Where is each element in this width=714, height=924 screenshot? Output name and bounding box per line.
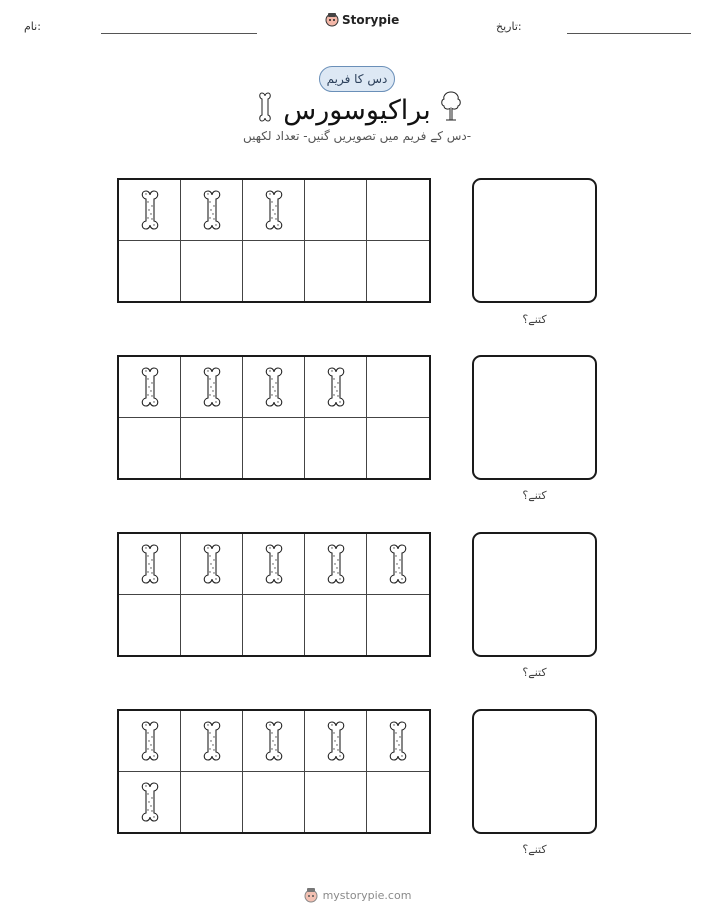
frame-cell: [119, 772, 181, 833]
frame-cell: [181, 711, 243, 772]
frame-cell: [243, 534, 305, 595]
answer-box[interactable]: [472, 532, 597, 657]
bone-icon: [264, 188, 284, 232]
frame-cell: [181, 772, 243, 833]
frame-cell: [181, 357, 243, 418]
footer: [0, 886, 714, 904]
bone-icon: [202, 542, 222, 586]
footer-url: mystorypie.com: [322, 888, 412, 902]
ten-frame: [117, 532, 431, 657]
bone-icon: [140, 542, 160, 586]
bone-icon: [140, 780, 160, 824]
frame-cell: [243, 180, 305, 241]
frame-cell: [119, 418, 181, 479]
frame-cell: [181, 418, 243, 479]
frame-cell: [367, 241, 429, 302]
frame-cell: [181, 534, 243, 595]
brand-name: Storypie: [342, 13, 400, 27]
frame-cell: [243, 711, 305, 772]
bone-icon: [140, 188, 160, 232]
how-many-label: کتنے؟: [522, 313, 547, 326]
bone-icon: [264, 542, 284, 586]
how-many-label: کتنے؟: [522, 489, 547, 502]
date-line: [567, 33, 691, 34]
name-line: [101, 33, 257, 34]
answer-box[interactable]: [472, 709, 597, 834]
frame-cell: [119, 534, 181, 595]
bone-icon: [264, 365, 284, 409]
frame-cell: [305, 772, 367, 833]
frame-cell: [305, 357, 367, 418]
date-label: تاریخ:: [496, 20, 522, 33]
frame-cell: [119, 241, 181, 302]
frame-cell: [119, 357, 181, 418]
frame-cell: [367, 772, 429, 833]
bone-icon: [140, 719, 160, 763]
bone-icon: [264, 719, 284, 763]
bone-icon: [202, 188, 222, 232]
frame-cell: [305, 711, 367, 772]
frame-cell: [181, 595, 243, 656]
frame-cell: [305, 241, 367, 302]
bone-icon: [140, 365, 160, 409]
answer-box[interactable]: [472, 355, 597, 480]
frame-cell: [305, 418, 367, 479]
ten-frame-badge: دس کا فریم: [319, 66, 395, 92]
frame-cell: [367, 418, 429, 479]
bone-icon: [202, 365, 222, 409]
ten-frame: [117, 355, 431, 480]
frame-cell: [243, 357, 305, 418]
frame-cell: [367, 711, 429, 772]
brand-logo: [325, 12, 399, 28]
bone-icon: [326, 719, 346, 763]
frame-cell: [181, 241, 243, 302]
page-title: براکیوسورس: [283, 95, 431, 126]
frame-cell: [305, 595, 367, 656]
frame-cell: [367, 595, 429, 656]
frame-cell: [243, 418, 305, 479]
instructions: دس کے فریم میں تصویریں گنیں- تعداد لکھیں-: [242, 129, 472, 143]
frame-cell: [367, 357, 429, 418]
frame-cell: [119, 595, 181, 656]
frame-cell: [243, 772, 305, 833]
bone-icon: [388, 542, 408, 586]
frame-cell: [305, 534, 367, 595]
bone-icon: [388, 719, 408, 763]
tree-icon: [440, 90, 462, 122]
bone-icon: [202, 719, 222, 763]
storypie-mascot-icon: [325, 12, 339, 28]
ten-frame: [117, 178, 431, 303]
frame-cell: [119, 711, 181, 772]
name-label: نام:: [24, 20, 41, 33]
frame-cell: [181, 180, 243, 241]
frame-cell: [119, 180, 181, 241]
frame-cell: [367, 180, 429, 241]
frame-cell: [243, 595, 305, 656]
frame-cell: [367, 534, 429, 595]
frame-cell: [305, 180, 367, 241]
frame-cell: [243, 241, 305, 302]
bone-icon: [326, 542, 346, 586]
bone-icon: [326, 365, 346, 409]
how-many-label: کتنے؟: [522, 666, 547, 679]
storypie-mascot-icon: [303, 886, 319, 904]
how-many-label: کتنے؟: [522, 843, 547, 856]
answer-box[interactable]: [472, 178, 597, 303]
ten-frame: [117, 709, 431, 834]
